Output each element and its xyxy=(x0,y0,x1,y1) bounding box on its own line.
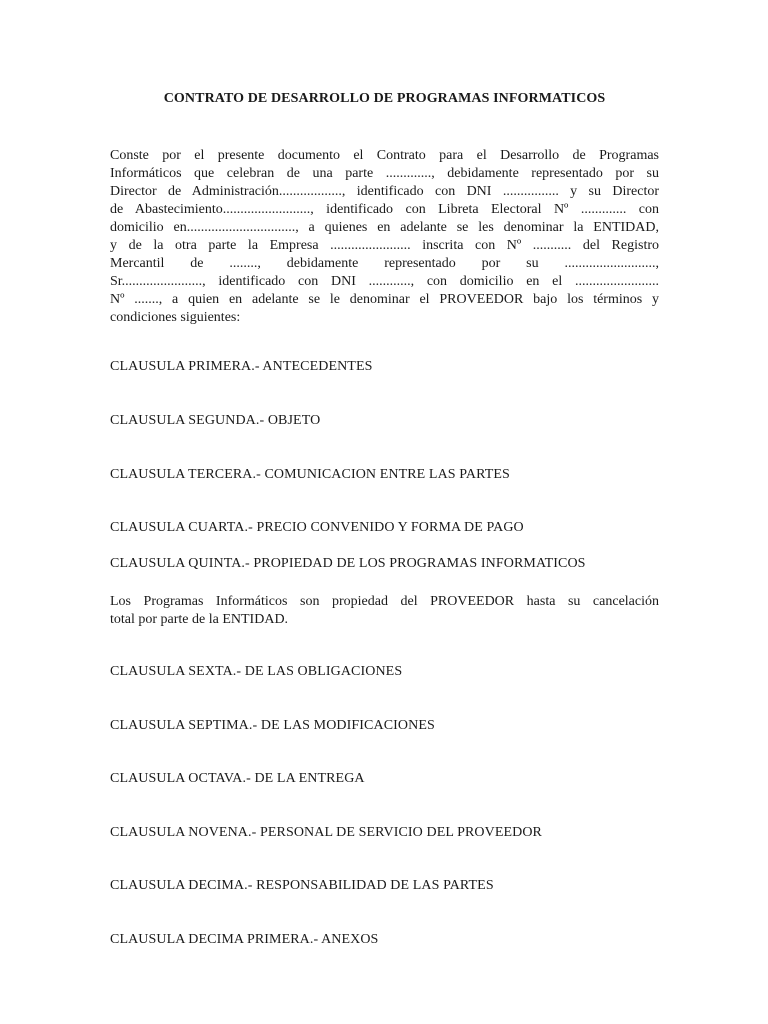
clause-segunda-heading: CLAUSULA SEGUNDA.- OBJETO xyxy=(110,413,321,428)
clause-tercera-heading: CLAUSULA TERCERA.- COMUNICACION ENTRE LAS PARTES xyxy=(110,467,510,482)
intro-line: domicilio en..............................., a quienes en adelante se les denominar la ENTIDAD, xyxy=(110,220,659,235)
intro-line: Conste por el presente documento el Contrato para el Desarrollo de Programas xyxy=(110,148,659,163)
clause-primera-heading: CLAUSULA PRIMERA.- ANTECEDENTES xyxy=(110,359,373,374)
clause-sexta-heading: CLAUSULA SEXTA.- DE LAS OBLIGACIONES xyxy=(110,664,403,679)
clause-quinta-paragraph xyxy=(110,593,659,629)
intro-line: Nº ......., a quien en adelante se le denominar el PROVEEDOR bajo los términos y xyxy=(110,292,659,307)
intro-line: Sr......................., identificado con DNI ............, con domicilio en el ........................ xyxy=(110,274,659,289)
quinta-line: total por parte de la ENTIDAD. xyxy=(110,612,289,627)
intro-line: Mercantil de ........, debidamente representado por su .........................., xyxy=(110,256,659,271)
clause-decima-heading: CLAUSULA DECIMA.- RESPONSABILIDAD DE LAS PARTES xyxy=(110,878,494,893)
clause-septima-heading: CLAUSULA SEPTIMA.- DE LAS MODIFICACIONES xyxy=(110,718,435,733)
intro-line: Informáticos que celebran de una parte ............., debidamente representado por su xyxy=(110,166,659,181)
clause-cuarta-heading: CLAUSULA CUARTA.- PRECIO CONVENIDO Y FORMA DE PAGO xyxy=(110,520,524,535)
intro-paragraph xyxy=(110,147,659,327)
intro-line: y de la otra parte la Empresa ....................... inscrita con Nº ........... del Registro xyxy=(110,238,659,253)
clause-decima-primera-heading: CLAUSULA DECIMA PRIMERA.- ANEXOS xyxy=(110,932,379,947)
intro-line: de Abastecimiento........................., identificado con Libreta Electoral Nº ............. con xyxy=(110,202,659,217)
quinta-line: Los Programas Informáticos son propiedad del PROVEEDOR hasta su cancelación xyxy=(110,594,659,609)
intro-line: condiciones siguientes: xyxy=(110,310,241,325)
clause-octava-heading: CLAUSULA OCTAVA.- DE LA ENTREGA xyxy=(110,771,365,786)
document-title: CONTRATO DE DESARROLLO DE PROGRAMAS INFORMATICOS xyxy=(163,91,606,106)
clause-novena-heading: CLAUSULA NOVENA.- PERSONAL DE SERVICIO DEL PROVEEDOR xyxy=(110,825,542,840)
intro-line: Director de Administración.................., identificado con DNI ................ y su Director xyxy=(110,184,659,199)
clause-quinta-heading: CLAUSULA QUINTA.- PROPIEDAD DE LOS PROGRAMAS INFORMATICOS xyxy=(110,556,586,571)
